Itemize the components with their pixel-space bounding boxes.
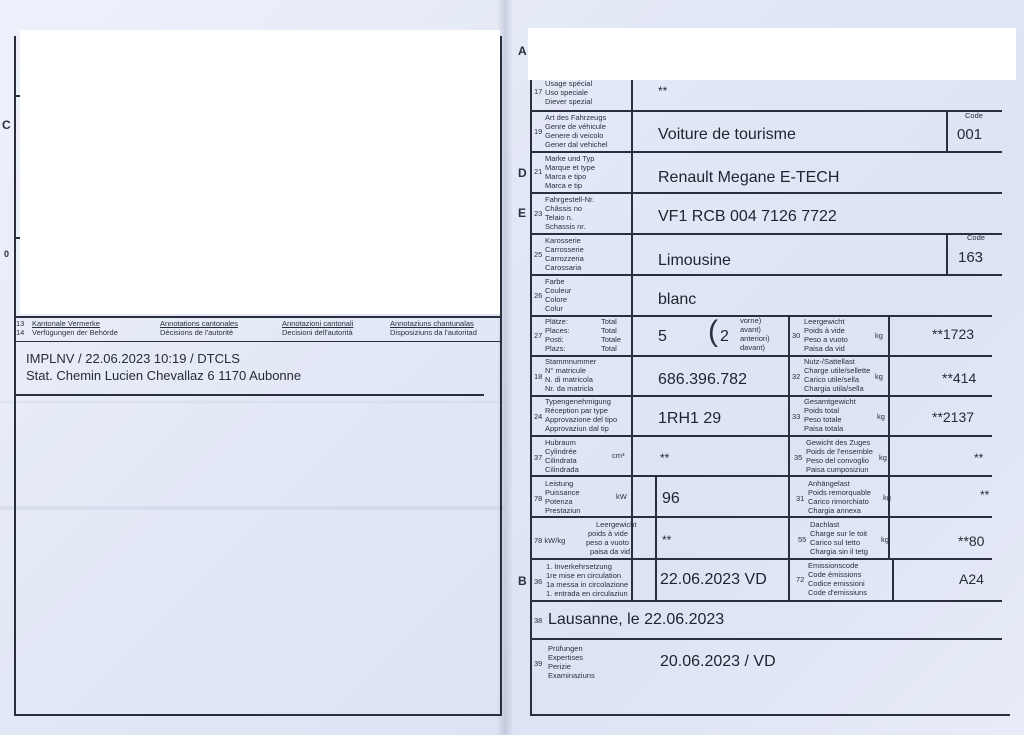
row-33-label-2: Poids total (804, 406, 840, 415)
row-37-number: 37 (534, 453, 543, 462)
header-it-top: Annotazioni cantonali (282, 319, 354, 328)
row-rule (530, 274, 1002, 276)
left-page-border-right (500, 36, 502, 716)
row-38-number: 38 (534, 616, 543, 625)
section-header-rule (14, 341, 502, 342)
row-35-unit: kg (879, 453, 887, 462)
row-24-label-2: Réception par type (545, 406, 608, 415)
row-18-label-1: Stammnummer (545, 357, 597, 366)
row-27-total-1: Total (601, 317, 617, 326)
row-55-label-2: Charge sur le toit (810, 529, 868, 538)
row-32-label-2: Charge utile/sellette (804, 366, 871, 375)
row-35-label-3: Peso del convoglio (806, 456, 869, 465)
row-31-number: 31 (796, 494, 805, 503)
power-value: 96 (662, 490, 680, 507)
side-letter-a: A (518, 44, 527, 58)
right-page-border-left (530, 60, 532, 716)
displacement-value: ** (660, 451, 670, 465)
row-17-value: ** (658, 84, 668, 98)
row-27-label-3: Posti: (545, 335, 564, 344)
seats-total-value: 5 (658, 328, 667, 345)
row-24-number: 24 (534, 412, 543, 421)
payload-value: **414 (942, 370, 977, 386)
row-36-label-1: 1. Inverkehrsetzung (546, 562, 612, 571)
bracket-open: ( (708, 315, 718, 348)
row-19-label-3: Genere di veicolo (545, 131, 604, 140)
row-23-label-2: Châssis no (545, 204, 583, 213)
section-number-13: 13 (16, 319, 25, 328)
row-25-label-2: Carrosserie (545, 245, 584, 254)
row-rule (530, 151, 1002, 153)
inspection-value: 20.06.2023 / VD (660, 653, 776, 670)
empty-weight-value: **1723 (932, 326, 975, 342)
row-39-label-3: Perizie (548, 662, 571, 671)
row-27-front-1: vorne) (740, 316, 762, 325)
section-number-14: 14 (16, 328, 25, 337)
row-18-number: 18 (534, 372, 543, 381)
train-weight-value: ** (974, 451, 984, 465)
row-rule (530, 600, 1002, 602)
row-72-label-2: Code émissions (808, 570, 862, 579)
row-23-label-4: Schassis nr. (545, 222, 586, 231)
header-fr-top: Annotations cantonales (160, 319, 238, 328)
row-19-number: 19 (534, 127, 543, 136)
row-26-number: 26 (534, 291, 543, 300)
unit-divider-78 (655, 476, 657, 516)
side-letter-d: D (518, 166, 527, 180)
annotation-bottom-rule (14, 394, 484, 396)
header-de-bottom: Verfügungen der Behörde (32, 328, 118, 337)
paper-crease (0, 400, 505, 404)
row-27-front-3: anteriori) (740, 334, 770, 343)
row-rule (530, 435, 992, 437)
row-78b-label-3: peso a vuoto (586, 538, 629, 547)
row-23-label-1: Fahrgestell-Nr. (545, 195, 595, 204)
vehicle-type-value: Voiture de tourisme (658, 126, 796, 143)
header-de-top: Kantonale Vermerke (32, 319, 100, 328)
row-23-label-3: Telaio n. (545, 213, 573, 222)
row-21-label-1: Marke und Typ (545, 154, 595, 163)
row-rule (530, 516, 992, 518)
row-36-label-3: 1a messa in circolazione (546, 580, 629, 589)
header-fr-bottom: Décisions de l'autorité (160, 328, 234, 337)
color-value: blanc (658, 291, 697, 308)
row-31-label-1: Anhängelast (808, 479, 850, 488)
row-18-label-2: N° matricule (545, 366, 586, 375)
row-36-label-2: 1re mise en circulation (546, 571, 622, 580)
row-37-label-2: Cylindrée (545, 447, 577, 456)
row-72-number: 72 (796, 575, 805, 584)
row-78b-number: 78 kW/kg (534, 536, 566, 545)
code-label-25: Code (967, 233, 985, 242)
row-33-label-1: Gesamtgewicht (804, 397, 856, 406)
row-25-label-1: Karosserie (545, 236, 581, 245)
unit-divider-78b (655, 516, 657, 558)
body-type-code: 163 (958, 249, 984, 266)
row-33-label-3: Peso totale (804, 415, 842, 424)
row-rule (530, 192, 1002, 194)
row-26-label-3: Colore (545, 295, 568, 304)
row-30-number: 30 (792, 331, 801, 340)
row-30-unit: kg (875, 331, 883, 340)
row-36-number: 36 (534, 577, 543, 586)
row-72-label-3: Codice emissioni (808, 579, 865, 588)
row-21-number: 21 (534, 167, 543, 176)
left-page-border-left (14, 36, 16, 716)
row-18-label-3: N. di matricola (545, 375, 593, 384)
row-33-number: 33 (792, 412, 801, 421)
row-32-unit: kg (875, 372, 883, 381)
row-rule (530, 638, 1002, 640)
row-26-label-1: Farbe (545, 277, 565, 286)
row-37-label-1: Hubraum (545, 438, 576, 447)
row-30-label-4: Paisa da vid (804, 344, 845, 353)
row-31-label-4: Chargia annexa (808, 506, 861, 515)
left-page-border-bottom (14, 714, 502, 716)
row-78-unit: kW (616, 492, 627, 501)
row-30-label-1: Leergewicht (804, 317, 845, 326)
row-31-label-2: Poids remorquable (808, 488, 871, 497)
row-26-label-4: Colur (545, 304, 563, 313)
row-35-label-1: Gewicht des Zuges (806, 438, 871, 447)
side-letter-b: B (518, 574, 527, 588)
row-27-number: 27 (534, 331, 543, 340)
row-19-label-4: Gener dal vehichel (545, 140, 608, 149)
row-36-label-4: 1. entrada en circulaziun (546, 589, 628, 598)
row-25-number: 25 (534, 250, 543, 259)
code-label-19: Code (965, 111, 983, 120)
row-23-number: 23 (534, 209, 543, 218)
row-55-label-4: Chargia sin il tetg (810, 547, 868, 556)
row-35-label-4: Paisa cumposiziun (806, 465, 869, 474)
annotation-line-2: Stat. Chemin Lucien Chevallaz 6 1170 Aubonne (26, 368, 302, 383)
header-rm-top: Annotaziuns chantunalas (390, 319, 474, 328)
row-27-label-1: Plätze: (545, 317, 568, 326)
row-18-label-4: Nr. da matricla (545, 384, 594, 393)
row-27-front-2: avant) (740, 325, 761, 334)
row-72-label-1: Emissionscode (808, 561, 859, 570)
row-21-label-2: Marque et type (545, 163, 596, 172)
row-32-label-1: Nutz-/Sattellast (804, 357, 855, 366)
row-33-label-4: Paisa totala (804, 424, 844, 433)
row-27-front-4: davant) (740, 343, 766, 352)
row-78-label-3: Potenza (545, 497, 573, 506)
seats-front-value: 2 (720, 328, 729, 345)
row-17-label-1: Usage spécial (545, 79, 593, 88)
row-35-number: 35 (794, 453, 803, 462)
row-78-label-2: Puissance (545, 488, 580, 497)
row-78b-label-1: Leergewicht (596, 520, 637, 529)
row-27-total-4: Total (601, 344, 617, 353)
row-32-label-3: Carico utile/sella (804, 375, 860, 384)
row-39-label-2: Expertises (548, 653, 584, 662)
row-30-label-2: Poids à vide (804, 326, 845, 335)
row-78b-label-2: poids à vide (588, 529, 629, 538)
row-72-label-4: Code d'emissiuns (808, 588, 867, 597)
row-21-label-3: Marca e tipo (545, 172, 587, 181)
redacted-area-right (528, 28, 1016, 80)
row-17-label-2: Uso speciale (545, 88, 588, 97)
side-letter-zero: 0 (4, 249, 10, 259)
row-25-label-4: Carossaria (545, 263, 582, 272)
row-32-number: 32 (792, 372, 801, 381)
roof-load-value: **80 (958, 533, 985, 549)
row-78-label-1: Leistung (545, 479, 574, 488)
row-55-number: 55 (798, 535, 807, 544)
row-78b-label-4: paisa da vid (590, 547, 631, 556)
code-box-divider (946, 233, 948, 274)
row-37-label-4: Cilindrada (545, 465, 579, 474)
vehicle-type-code: 001 (957, 126, 983, 143)
towing-capacity-value: ** (980, 488, 990, 502)
type-approval-value: 1RH1 29 (658, 410, 722, 427)
row-25-label-3: Carrozzeria (545, 254, 584, 263)
row-39-label-1: Prüfungen (548, 644, 583, 653)
row-27-label-2: Places: (545, 326, 570, 335)
row-39-label-4: Examinaziuns (548, 671, 595, 680)
row-30-label-3: Peso a vuoto (804, 335, 848, 344)
row-24-label-3: Approvazione del tipo (545, 415, 618, 424)
right-page-border-bottom (530, 714, 1010, 716)
redacted-area-left (20, 30, 500, 314)
paper-fold-horizontal (0, 505, 505, 511)
row-27-label-4: Plazs: (545, 344, 566, 353)
row-39-number: 39 (534, 659, 543, 668)
unit-divider-36 (655, 558, 657, 600)
side-letter-c: C (2, 118, 11, 132)
row-55-label-1: Dachlast (810, 520, 840, 529)
row-24-label-4: Approvaziun dal tip (545, 424, 609, 433)
header-it-bottom: Decisioni dell'autorità (282, 328, 353, 337)
body-type-value: Limousine (658, 252, 731, 269)
row-26-label-2: Couleur (545, 286, 572, 295)
row-27-total-3: Totale (601, 335, 622, 344)
header-rm-bottom: Disposiziuns da l'autoritad (390, 328, 477, 337)
row-55-unit: kg (881, 535, 889, 544)
split-unit-divider (888, 315, 890, 558)
row-21-label-4: Marca e tip (545, 181, 583, 190)
row-35-label-2: Poids de l'ensemble (806, 447, 873, 456)
side-letter-e: E (518, 206, 527, 220)
row-rule (530, 110, 1002, 112)
section-13-divider (14, 316, 502, 318)
first-registration-value: 22.06.2023 VD (660, 571, 767, 588)
emission-code-value: A24 (959, 571, 984, 587)
row-78-number: 78 (534, 494, 543, 503)
row-rule (530, 233, 1002, 235)
split-column-divider (788, 315, 790, 600)
row-33-unit: kg (877, 412, 885, 421)
row-37-unit: cm³ (612, 451, 625, 460)
row-32-label-4: Chargia utila/sella (804, 384, 864, 393)
row-rule (530, 355, 992, 357)
issue-place-date: Lausanne, le 22.06.2023 (548, 611, 725, 628)
row-31-label-3: Carico rimorchiato (808, 497, 869, 506)
chassis-number-value: VF1 RCB 004 7126 7722 (658, 208, 837, 225)
split-unit-divider (892, 558, 894, 600)
row-55-label-3: Carico sul tetto (810, 538, 861, 547)
row-27-total-2: Total (601, 326, 617, 335)
row-rule (530, 475, 992, 477)
registration-number-value: 686.396.782 (658, 371, 747, 388)
row-19-label-1: Art des Fahrzeugs (545, 113, 607, 122)
row-78-label-4: Prestaziun (545, 506, 581, 515)
annotation-line-1: IMPLNV / 22.06.2023 10:19 / DTCLS (26, 351, 240, 366)
row-31-unit: kg (883, 493, 891, 502)
row-17-number: 17 (534, 87, 543, 96)
code-box-divider (946, 110, 948, 151)
row-24-label-1: Typengenehmigung (545, 397, 611, 406)
make-model-value: Renault Megane E-TECH (658, 169, 840, 186)
row-rule (530, 558, 992, 560)
power-to-weight-value: ** (662, 533, 672, 547)
row-37-label-3: Cilindrata (545, 456, 577, 465)
row-19-label-2: Genre de véhicule (545, 122, 606, 131)
row-17-label-3: Diever spezial (545, 97, 593, 106)
total-weight-value: **2137 (932, 409, 975, 425)
